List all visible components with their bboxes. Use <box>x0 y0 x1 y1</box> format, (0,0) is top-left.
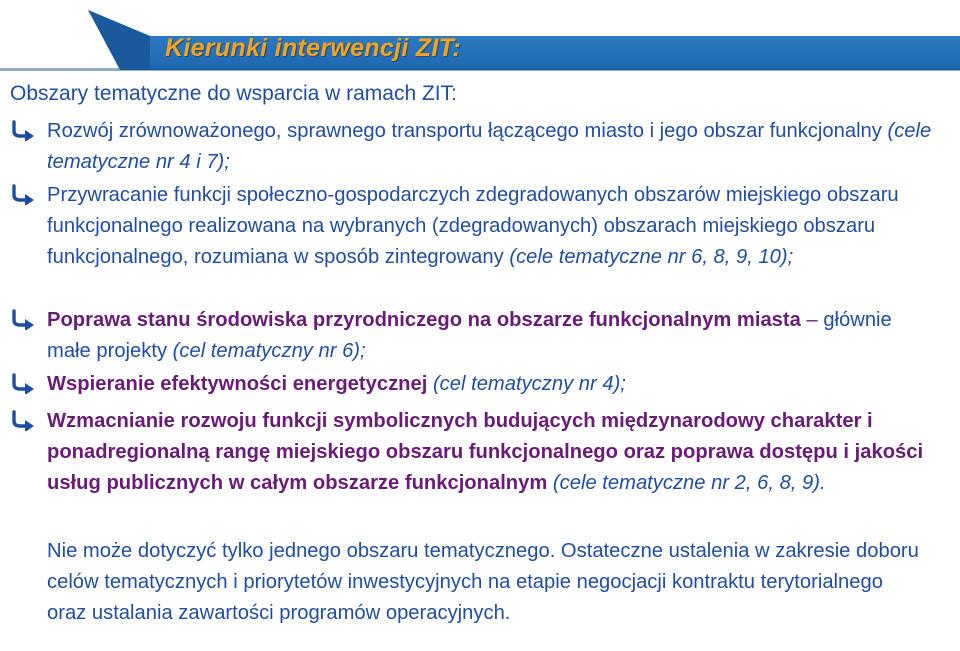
page-title: Kierunki interwencji ZIT: <box>165 34 461 62</box>
bullet-note: (cele tematyczne nr 2, 6, 8, 9). <box>547 472 826 494</box>
bullet-main: Wspieranie efektywności energetycznej <box>47 373 428 395</box>
curved-arrow-icon <box>10 372 36 394</box>
curved-arrow-icon <box>10 409 36 431</box>
bullet-note: (cel tematyczny nr 6); <box>167 340 366 362</box>
bullet-detail: głównie małe projekty <box>47 309 892 362</box>
curved-arrow-icon <box>10 308 36 330</box>
section-subtitle: Obszary tematyczne do wsparcia w ramach ZIT: <box>10 82 457 105</box>
bullet-main: Rozwój zrównoważonego, sprawnego transportu łączącego miasto i jego obszar funkcjonalny <box>47 120 882 142</box>
header-band <box>0 0 960 72</box>
bullet-main: Wzmacnianie rozwoju funkcji symbolicznych budujących międzynarodowy charakter i ponadregionalną rangę miejskiego obszaru funkcjonalnego oraz poprawa dostępu i jakości usług publicznych w całym obszarze funkcjonalnym <box>47 410 924 494</box>
curved-arrow-icon <box>10 183 36 205</box>
bullet-note: (cele tematyczne nr 4 i 7); <box>47 120 932 173</box>
bullet-main: Przywracanie funkcji społeczno-gospodarczych zdegradowanych obszarów miejskiego obszaru funkcjonalnego <box>47 184 899 237</box>
bullet-note: (cel tematyczny nr 4); <box>427 373 626 395</box>
curved-arrow-icon <box>10 119 36 141</box>
final-note: Nie może dotyczyć tylko jednego obszaru tematycznego. Ostateczne ustalenia w zakresie doboru celów tematycznych i priorytetów inwestycyjnych na etapie negocjacji kontraktu terytorialnego oraz ustalania zawartości programów operacyjnych. <box>47 540 919 624</box>
bullet-note: (cele tematyczne nr 6, 8, 9, 10); <box>509 246 794 268</box>
bullet-detail: realizowana na wybranych (zdegradowanych) obszarach miejskiego obszaru funkcjonalnego, rozumiana w sposób zintegrowany <box>47 215 876 268</box>
bullet-dash: – <box>800 309 824 331</box>
bullet-main: Poprawa stanu środowiska przyrodniczego na obszarze funkcjonalnym miasta <box>47 309 801 331</box>
